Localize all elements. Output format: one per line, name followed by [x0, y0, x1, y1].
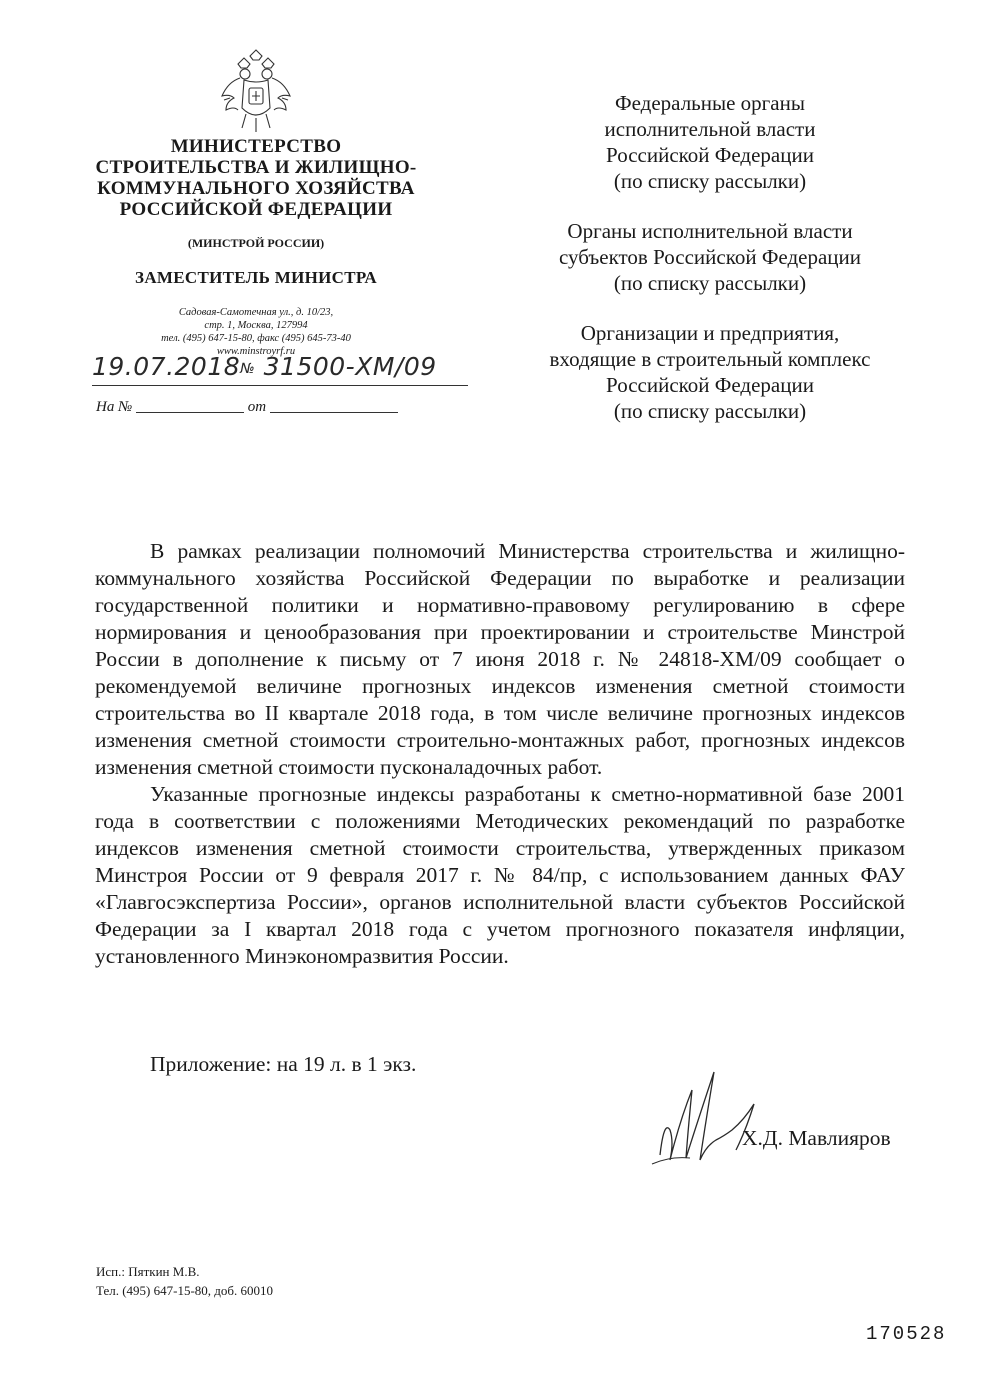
handwritten-signature: [640, 1060, 770, 1180]
reference-from: от: [247, 399, 267, 415]
registration-number: 31500-ХМ/09: [263, 352, 437, 381]
ministry-line: РОССИЙСКОЙ ФЕДЕРАЦИИ: [119, 199, 393, 220]
signer-name: Х.Д. Мавлияров: [742, 1126, 891, 1150]
addressee-line: (по списку рассылки): [613, 399, 807, 423]
addressee-block: [500, 90, 920, 194]
addressee-block: [500, 218, 920, 296]
executor-name: Исп.: Пяткин М.В.: [96, 1264, 200, 1279]
address-line: www.minstroyrf.ru: [216, 346, 296, 357]
attachment-note: Приложение: на 19 л. в 1 экз.: [150, 1052, 417, 1076]
addressee-line: (по списку рассылки): [613, 271, 807, 295]
addressee-block: [500, 320, 920, 424]
addressee-line: исполнительной власти: [604, 117, 816, 141]
ministry-line: МИНИСТЕРСТВО: [170, 136, 342, 157]
addressee-line: входящие в строительный комплекс: [549, 347, 871, 371]
addressees: [500, 90, 920, 448]
addressee-line: Российской Федерации: [606, 373, 814, 397]
ministry-line: СТРОИТЕЛЬСТВА И ЖИЛИЩНО-: [95, 157, 417, 178]
reference-line: [96, 399, 416, 416]
address-line: тел. (495) 647-15-80, факс (495) 645-73-40: [161, 333, 351, 344]
addressee-line: Органы исполнительной власти: [567, 219, 853, 243]
ministry-address: [80, 306, 432, 358]
reference-prefix: На №: [96, 399, 133, 415]
body-paragraph: В рамках реализации полномочий Министерства строительства и жилищно-коммунального хозяйства Российской Федерации по выработке и реализации государственной политики и нормативно-правовому регулированию в сфере нормирования и ценообразования при проектировании и строительстве Минстрой России в дополнение к письму от 7 июня 2018 г. № 24818-ХМ/09 сообщает о рекомендуемой величине прогнозных индексов изменения сметной стоимости строительства во II квартале 2018 года, в том числе величине прогнозных индексов изменения сметной стоимости строительно-монтажных работ, прогнозных индексов изменения сметной стоимости пусконаладочных работ.: [95, 539, 905, 779]
reference-date-blank: [270, 412, 398, 413]
address-line: стр. 1, Москва, 127994: [204, 320, 308, 331]
ministry-line: КОММУНАЛЬНОГО ХОЗЯЙСТВА: [97, 178, 415, 199]
addressee-line: субъектов Российской Федерации: [558, 245, 862, 269]
executor-info: [96, 1262, 273, 1300]
document-number: 170528: [866, 1323, 947, 1345]
executor-phone: Тел. (495) 647-15-80, доб. 60010: [96, 1283, 273, 1298]
ministry-short-name: (МИНСТРОЙ РОССИИ): [187, 236, 325, 250]
body-paragraph: Указанные прогнозные индексы разработаны к сметно-нормативной базе 2001 года в соответствии с положениями Методических рекомендаций по разработке индексов изменения сметной стоимости строительства, утвержденных приказом Минстроя России от 9 февраля 2017 г. № 84/пр, с использованием данных ФАУ «Главгосэкспертиза России», органов исполнительной власти субъектов Российской Федерации за I квартал 2018 года с учетом прогнозного показателя инфляции, установленного Минэкономразвития России.: [95, 782, 905, 968]
sender-position: ЗАМЕСТИТЕЛЬ МИНИСТРА: [135, 268, 377, 287]
registration-date: 19.07.2018: [92, 352, 241, 381]
addressee-line: Российской Федерации: [606, 143, 814, 167]
reference-number-blank: [136, 412, 244, 413]
addressee-line: Федеральные органы: [615, 91, 805, 115]
letter-body: [95, 538, 905, 970]
addressee-line: Организации и предприятия,: [580, 321, 840, 345]
addressee-line: (по списку рассылки): [613, 169, 807, 193]
ministry-name: [80, 136, 432, 220]
coat-of-arms-icon: [216, 48, 296, 134]
number-sign: №: [240, 361, 256, 377]
registration-underline: [92, 385, 468, 386]
address-line: Садовая-Самотечная ул., д. 10/23,: [178, 307, 334, 318]
